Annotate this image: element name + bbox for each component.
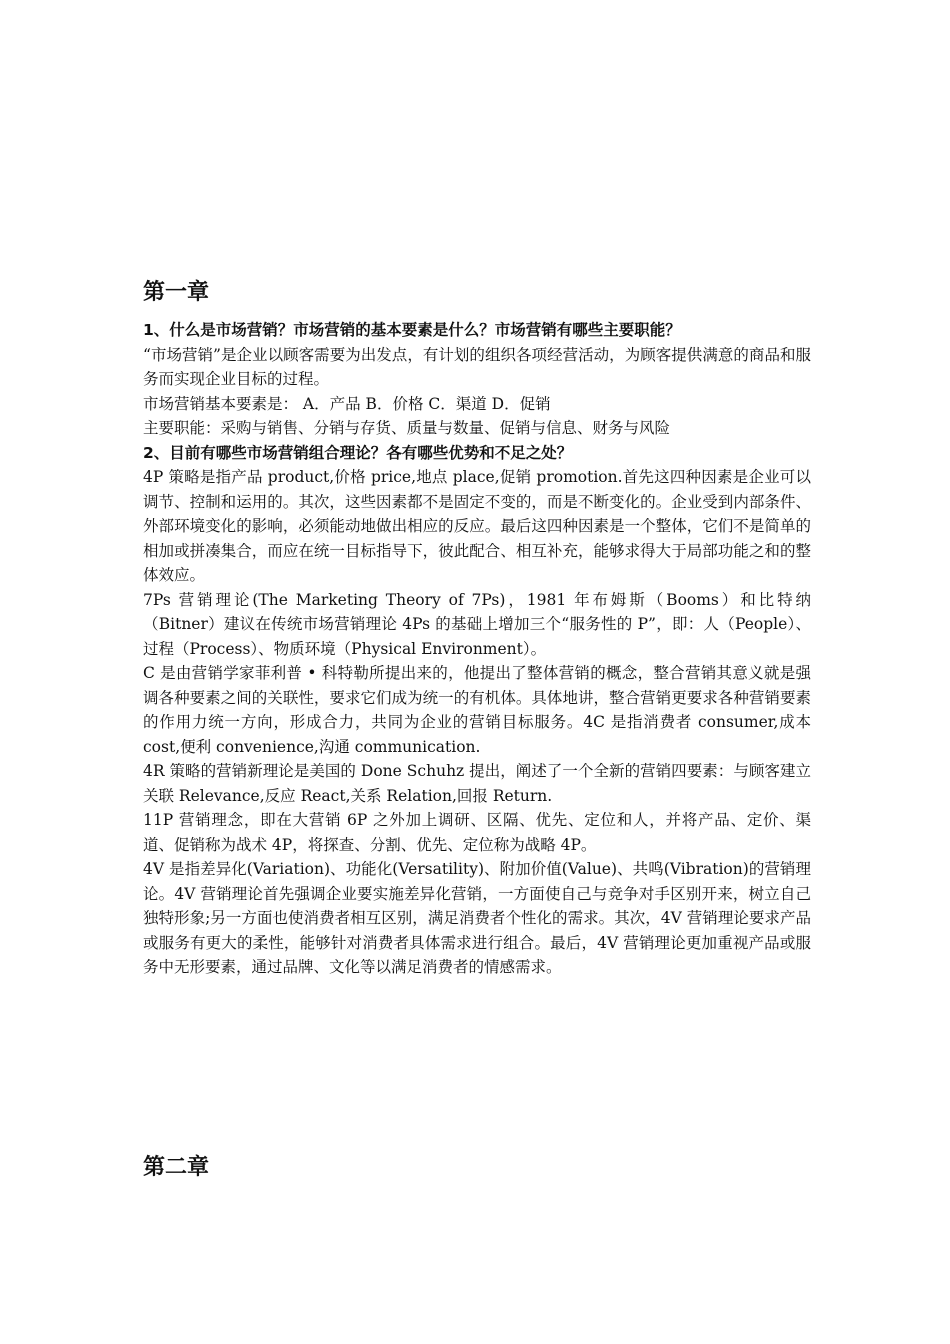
- question-two: 2、目前有哪些市场营销组合理论？各有哪些优势和不足之处？: [143, 443, 573, 462]
- marketing-elements: 市场营销基本要素是： A．产品 B．价格 C．渠道 D．促销: [143, 394, 551, 413]
- theory-4v: 4V 是指差异化(Variation)、功能化(Versatility)、附加价值(Value)、共鸣(Vibration)的营销理论。4V 营销理论首先强调企业要实施差异化营销，一方面使自己与竞争对手区别开来，树立自己独特形象;另一方面也使消费者相互区别，满足消费者个性化的需求。其次，4V 营销理论要求产品或服务有更大的柔性，能够针对消费者具体需求进行组合。最后，4V 营销理论更加重视产品或服务中无形要素，通过品牌、文化等以满足消费者的情感需求。: [143, 860, 811, 976]
- theory-4c: C 是由营销学家菲利普 • 科特勒所提出来的，他提出了整体营销的概念，整合营销其意义就是强调各种要素之间的关联性，要求它们成为统一的有机体。具体地讲，整合营销更要求各种营销要素的作用力统一方向，形成合力，共同为企业的营销目标服务。4C 是指消费者 consumer,成本 cost,便利 convenience,沟通 communication.: [143, 664, 811, 756]
- chapter-one-section: [143, 276, 811, 980]
- theory-4p: 4P 策略是指产品 product,价格 price,地点 place,促销 promotion.首先这四种因素是企业可以调节、控制和运用的。其次，这些因素都不是固定不变的，而是不断变化的。企业受到内部条件、外部环境变化的影响，必须能动地做出相应的反应。最后这四种因素是一个整体，它们不是简单的相加或拼凑集合，而应在统一目标指导下，彼此配合、相互补充，能够求得大于局部功能之和的整体效应。: [143, 468, 811, 584]
- marketing-functions: 主要职能：采购与销售、分销与存货、质量与数量、促销与信息、财务与风险: [143, 419, 671, 437]
- theory-7ps: 7Ps 营销理论(The Marketing Theory of 7Ps)，1981 年布姆斯（Booms）和比特纳（Bitner）建议在传统市场营销理论 4Ps 的基础上增加三个“服务性的 P”，即：人（People）、过程（Process）、物质环境（Physical Environment）。: [143, 590, 811, 658]
- question-one: 1、什么是市场营销？市场营销的基本要素是什么？市场营销有哪些主要职能？: [143, 321, 681, 339]
- chapter-two-title: 第二章: [143, 1155, 210, 1180]
- theory-4r: 4R 策略的营销新理论是美国的 Done Schuhz 提出，阐述了一个全新的营销四要素：与顾客建立关联 Relevance,反应 React,关系 Relation,回报 Return.: [143, 762, 811, 805]
- marketing-definition: “市场营销”是企业以顾客需要为出发点，有计划的组织各项经营活动，为顾客提供满意的商品和服务而实现企业目标的过程。: [143, 345, 811, 388]
- theory-11p: 11P 营销理念，即在大营销 6P 之外加上调研、区隔、优先、定位和人，并将产品、定价、渠道、促销称为战术 4P，将探查、分割、优先、定位称为战略 4P。: [143, 811, 811, 854]
- chapter-one-title: 第一章: [143, 280, 210, 305]
- chapter-two-section: [143, 1151, 209, 1193]
